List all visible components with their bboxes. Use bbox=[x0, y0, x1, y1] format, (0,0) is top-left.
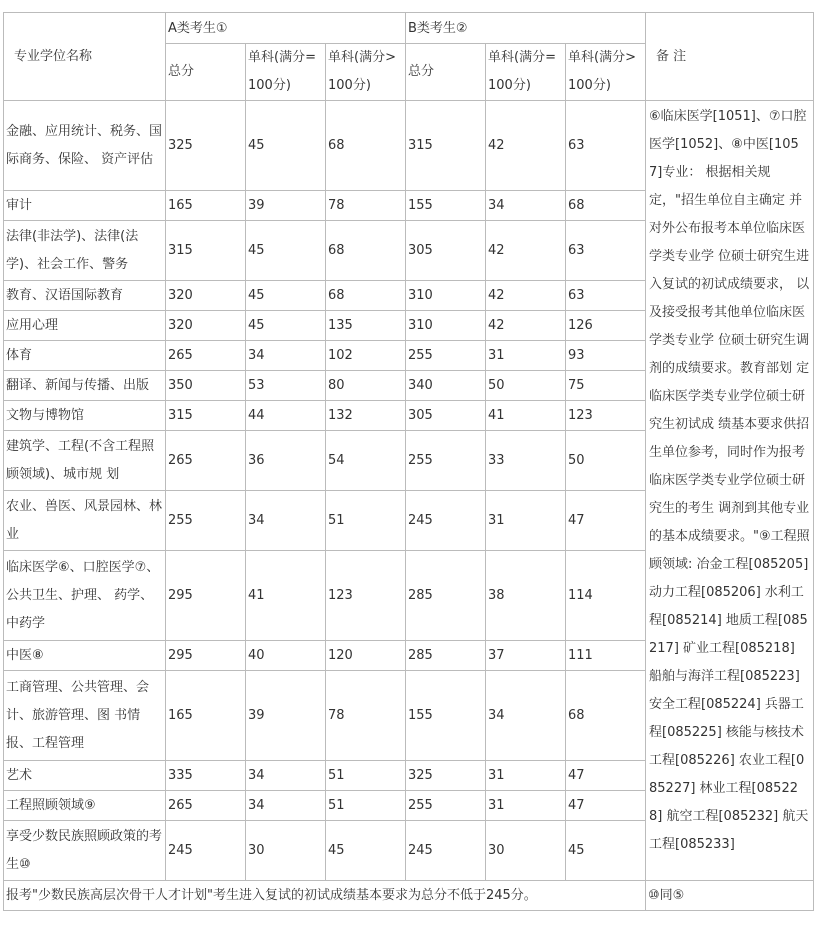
a-total-cell: 165 bbox=[166, 191, 246, 221]
b-single-100-cell: 30 bbox=[486, 821, 566, 881]
b-single-gt100-cell: 50 bbox=[566, 431, 646, 491]
remark-header: 备 注 bbox=[646, 13, 814, 101]
major-name-header: 专业学位名称 bbox=[4, 13, 166, 101]
b-single-100-header: 单科(满分=100分) bbox=[486, 44, 566, 101]
major-name-cell: 享受少数民族照顾政策的考生⑩ bbox=[4, 821, 166, 881]
b-single-100-cell: 31 bbox=[486, 491, 566, 551]
a-single-gt100-cell: 68 bbox=[326, 101, 406, 191]
b-single-gt100-cell: 123 bbox=[566, 401, 646, 431]
b-single-gt100-cell: 47 bbox=[566, 791, 646, 821]
a-single-gt100-cell: 68 bbox=[326, 221, 406, 281]
b-total-cell: 310 bbox=[406, 311, 486, 341]
footer-note: 报考"少数民族高层次骨干人才计划"考生进入复试的初试成绩基本要求为总分不低于245分。 bbox=[4, 881, 646, 911]
b-total-cell: 255 bbox=[406, 431, 486, 491]
group-b-header: B类考生② bbox=[406, 13, 646, 44]
remark-note-last: ⑩同⑤ bbox=[646, 881, 814, 911]
a-single-gt100-cell: 45 bbox=[326, 821, 406, 881]
b-total-cell: 325 bbox=[406, 761, 486, 791]
b-single-100-cell: 31 bbox=[486, 341, 566, 371]
b-single-100-cell: 37 bbox=[486, 641, 566, 671]
b-single-gt100-cell: 68 bbox=[566, 671, 646, 761]
a-single-100-cell: 34 bbox=[246, 491, 326, 551]
b-single-gt100-cell: 47 bbox=[566, 491, 646, 551]
a-total-cell: 350 bbox=[166, 371, 246, 401]
b-total-cell: 155 bbox=[406, 191, 486, 221]
a-single-gt100-cell: 51 bbox=[326, 491, 406, 551]
a-total-cell: 325 bbox=[166, 101, 246, 191]
b-total-cell: 305 bbox=[406, 401, 486, 431]
major-name-cell: 建筑学、工程(不含工程照顾领域)、城市规 划 bbox=[4, 431, 166, 491]
a-total-cell: 255 bbox=[166, 491, 246, 551]
a-total-cell: 335 bbox=[166, 761, 246, 791]
b-total-cell: 315 bbox=[406, 101, 486, 191]
table-row bbox=[4, 101, 814, 191]
b-single-100-cell: 38 bbox=[486, 551, 566, 641]
group-a-header: A类考生① bbox=[166, 13, 406, 44]
b-single-100-cell: 31 bbox=[486, 791, 566, 821]
a-single-gt100-header: 单科(满分>100分) bbox=[326, 44, 406, 101]
b-single-gt100-header: 单科(满分>100分) bbox=[566, 44, 646, 101]
a-single-gt100-cell: 51 bbox=[326, 761, 406, 791]
b-single-gt100-cell: 68 bbox=[566, 191, 646, 221]
b-single-100-cell: 41 bbox=[486, 401, 566, 431]
b-single-gt100-cell: 114 bbox=[566, 551, 646, 641]
major-name-cell: 中医⑧ bbox=[4, 641, 166, 671]
a-single-100-cell: 44 bbox=[246, 401, 326, 431]
b-single-100-cell: 42 bbox=[486, 281, 566, 311]
a-single-100-cell: 30 bbox=[246, 821, 326, 881]
b-single-100-cell: 33 bbox=[486, 431, 566, 491]
a-single-100-cell: 53 bbox=[246, 371, 326, 401]
b-total-cell: 245 bbox=[406, 491, 486, 551]
b-single-100-cell: 42 bbox=[486, 221, 566, 281]
a-single-gt100-cell: 78 bbox=[326, 191, 406, 221]
b-single-gt100-cell: 111 bbox=[566, 641, 646, 671]
a-total-cell: 315 bbox=[166, 401, 246, 431]
a-single-gt100-cell: 132 bbox=[326, 401, 406, 431]
a-single-100-cell: 41 bbox=[246, 551, 326, 641]
major-name-cell: 临床医学⑥、口腔医学⑦、公共卫生、护理、 药学、中药学 bbox=[4, 551, 166, 641]
b-single-100-cell: 42 bbox=[486, 101, 566, 191]
a-single-100-cell: 34 bbox=[246, 791, 326, 821]
footer-row bbox=[4, 881, 814, 911]
a-single-gt100-cell: 120 bbox=[326, 641, 406, 671]
a-single-100-cell: 45 bbox=[246, 101, 326, 191]
a-single-gt100-cell: 135 bbox=[326, 311, 406, 341]
a-single-100-cell: 45 bbox=[246, 221, 326, 281]
major-name-cell: 应用心理 bbox=[4, 311, 166, 341]
b-total-cell: 255 bbox=[406, 791, 486, 821]
a-total-cell: 265 bbox=[166, 341, 246, 371]
b-total-cell: 255 bbox=[406, 341, 486, 371]
score-table-body bbox=[4, 101, 814, 911]
b-single-100-cell: 42 bbox=[486, 311, 566, 341]
b-single-gt100-cell: 75 bbox=[566, 371, 646, 401]
a-single-gt100-cell: 123 bbox=[326, 551, 406, 641]
b-total-cell: 245 bbox=[406, 821, 486, 881]
a-single-100-header: 单科(满分=100分) bbox=[246, 44, 326, 101]
a-single-gt100-cell: 54 bbox=[326, 431, 406, 491]
major-name-cell: 教育、汉语国际教育 bbox=[4, 281, 166, 311]
major-name-cell: 农业、兽医、风景园林、林业 bbox=[4, 491, 166, 551]
major-name-cell: 工商管理、公共管理、会计、旅游管理、图 书情报、工程管理 bbox=[4, 671, 166, 761]
b-total-cell: 285 bbox=[406, 641, 486, 671]
b-single-gt100-cell: 45 bbox=[566, 821, 646, 881]
b-single-gt100-cell: 63 bbox=[566, 101, 646, 191]
b-single-gt100-cell: 47 bbox=[566, 761, 646, 791]
major-name-cell: 体育 bbox=[4, 341, 166, 371]
b-total-header: 总分 bbox=[406, 44, 486, 101]
major-name-cell: 审计 bbox=[4, 191, 166, 221]
a-single-100-cell: 39 bbox=[246, 671, 326, 761]
a-total-cell: 295 bbox=[166, 551, 246, 641]
a-single-100-cell: 45 bbox=[246, 281, 326, 311]
b-single-100-cell: 31 bbox=[486, 761, 566, 791]
a-single-gt100-cell: 80 bbox=[326, 371, 406, 401]
a-single-gt100-cell: 51 bbox=[326, 791, 406, 821]
a-single-100-cell: 45 bbox=[246, 311, 326, 341]
a-total-header: 总分 bbox=[166, 44, 246, 101]
b-total-cell: 155 bbox=[406, 671, 486, 761]
b-single-100-cell: 50 bbox=[486, 371, 566, 401]
a-single-gt100-cell: 102 bbox=[326, 341, 406, 371]
major-name-cell: 翻译、新闻与传播、出版 bbox=[4, 371, 166, 401]
a-total-cell: 295 bbox=[166, 641, 246, 671]
b-total-cell: 305 bbox=[406, 221, 486, 281]
b-total-cell: 285 bbox=[406, 551, 486, 641]
a-single-100-cell: 39 bbox=[246, 191, 326, 221]
a-single-gt100-cell: 78 bbox=[326, 671, 406, 761]
major-name-cell: 法律(非法学)、法律(法学)、社会工作、警务 bbox=[4, 221, 166, 281]
a-single-100-cell: 36 bbox=[246, 431, 326, 491]
a-total-cell: 315 bbox=[166, 221, 246, 281]
a-total-cell: 265 bbox=[166, 431, 246, 491]
score-table bbox=[3, 12, 814, 911]
a-total-cell: 165 bbox=[166, 671, 246, 761]
major-name-cell: 文物与博物馆 bbox=[4, 401, 166, 431]
a-single-100-cell: 34 bbox=[246, 341, 326, 371]
a-total-cell: 320 bbox=[166, 281, 246, 311]
a-total-cell: 320 bbox=[166, 311, 246, 341]
a-total-cell: 245 bbox=[166, 821, 246, 881]
major-name-cell: 工程照顾领域⑨ bbox=[4, 791, 166, 821]
b-single-gt100-cell: 93 bbox=[566, 341, 646, 371]
b-single-100-cell: 34 bbox=[486, 671, 566, 761]
b-total-cell: 310 bbox=[406, 281, 486, 311]
b-single-100-cell: 34 bbox=[486, 191, 566, 221]
major-name-cell: 艺术 bbox=[4, 761, 166, 791]
a-single-100-cell: 34 bbox=[246, 761, 326, 791]
b-single-gt100-cell: 63 bbox=[566, 221, 646, 281]
b-total-cell: 340 bbox=[406, 371, 486, 401]
a-single-100-cell: 40 bbox=[246, 641, 326, 671]
a-single-gt100-cell: 68 bbox=[326, 281, 406, 311]
remark-notes: ⑥临床医学[1051]、⑦口腔医学[1052]、⑧中医[1057]专业： 根据相关规定，"招生单位自主确定 并对外公布报考本单位临床医学类专业学 位硕士研究生进入复试的初试成绩要求， 以及接受报考其他单位临床医学类专业学 位硕士研究生调剂的成绩要求。教育部划 定临床医学类专业学位硕士研究生初试成 绩基本要求供招生单位参考，同时作为报考临床医学类专业学位硕士研究生的考生 调剂到其他专业的基本成绩要求。"⑨工程照顾领域: 冶金工程[085205] 动力工程[085206] 水利工程[085214] 地质工程[085217] 矿业工程[085218] 船舶与海洋工程[085223] 安全工程[085224] 兵器工程[085225] 核能与核技术工程[085226] 农业工程[085227] 林业工程[085228] 航空工程[085232] 航天工程[085233] bbox=[646, 101, 814, 881]
b-single-gt100-cell: 63 bbox=[566, 281, 646, 311]
b-single-gt100-cell: 126 bbox=[566, 311, 646, 341]
major-name-cell: 金融、应用统计、税务、国际商务、保险、 资产评估 bbox=[4, 101, 166, 191]
a-total-cell: 265 bbox=[166, 791, 246, 821]
